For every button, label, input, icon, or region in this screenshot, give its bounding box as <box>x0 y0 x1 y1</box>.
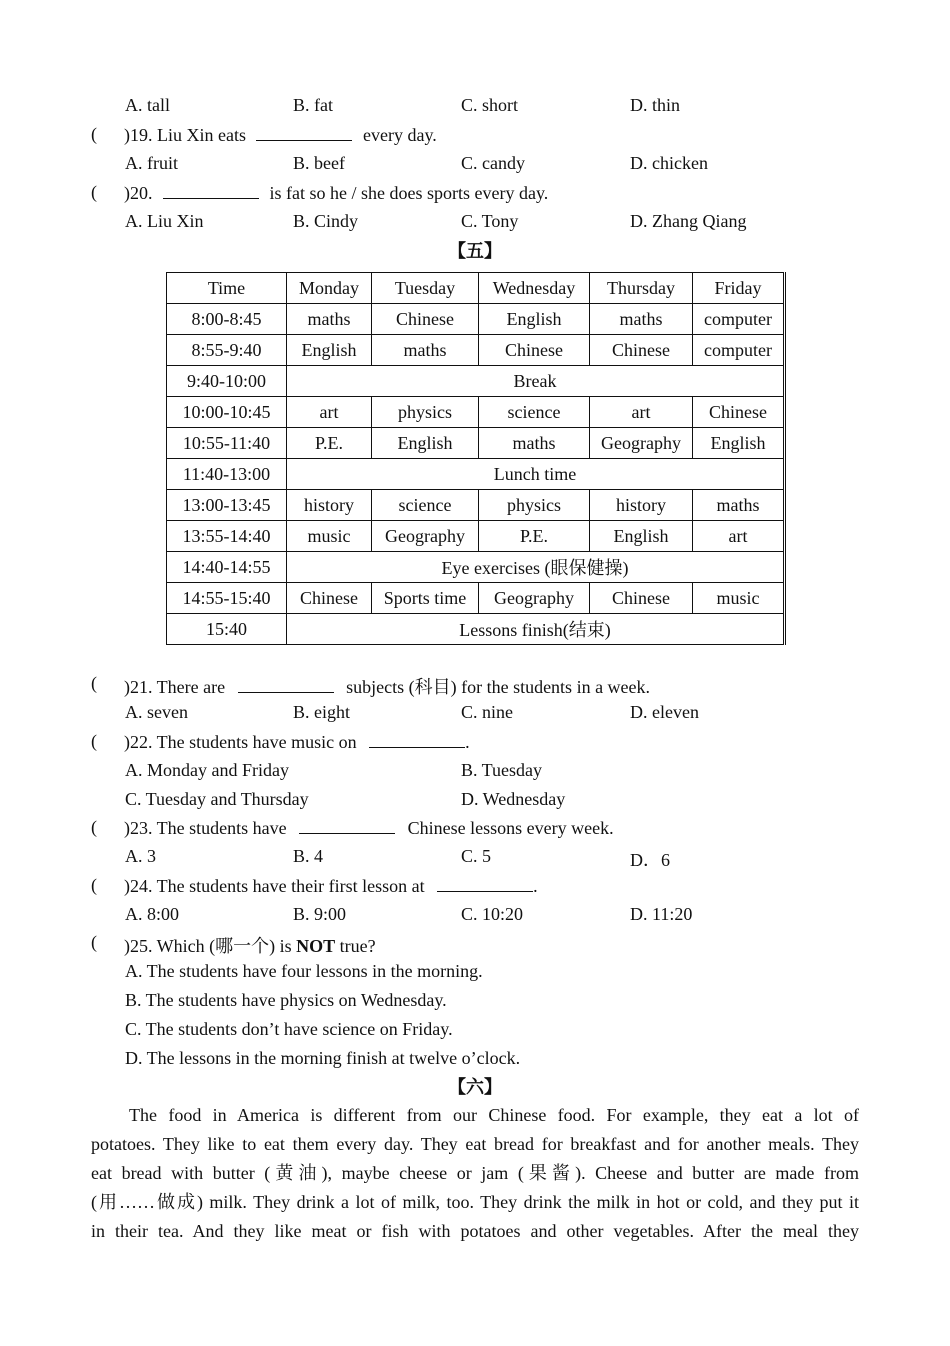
q19-option-d: D. chicken <box>630 153 708 173</box>
q25-option-b: B. The students have physics on Wednesday. <box>125 990 447 1010</box>
reading-passage <box>91 1101 859 1246</box>
q20-option-a: A. Liu Xin <box>125 211 204 231</box>
q22-stem <box>124 731 470 753</box>
q20-option-c: C. Tony <box>461 211 519 231</box>
q18-option-a: A. tall <box>125 95 170 115</box>
lesson-cell: art <box>693 521 785 552</box>
q20-answer-blank[interactable] <box>163 182 259 199</box>
timetable-row <box>167 521 785 552</box>
lesson-cell: English <box>479 304 590 335</box>
lesson-cell: Geography <box>590 428 693 459</box>
answer-paren: ( <box>91 731 97 751</box>
answer-paren: ( <box>91 124 97 144</box>
break-cell: Break <box>287 366 785 397</box>
q23-stem <box>124 817 614 839</box>
lesson-cell: Sports time <box>372 583 479 614</box>
answer-paren: ( <box>91 817 97 837</box>
q21-answer-blank[interactable] <box>238 676 334 693</box>
lesson-cell: English <box>693 428 785 459</box>
header-cell: Thursday <box>590 273 693 304</box>
q24-option-b: B. 9:00 <box>293 904 347 924</box>
lesson-cell: maths <box>372 335 479 366</box>
q20-stem-pre: )20. <box>124 183 153 203</box>
timetable-header-row <box>167 273 785 304</box>
time-cell: 13:55-14:40 <box>167 521 287 552</box>
lesson-cell: Geography <box>372 521 479 552</box>
q21-stem <box>124 673 650 699</box>
lesson-cell: computer <box>693 304 785 335</box>
q25-stem-post: true? <box>339 936 376 956</box>
q22-option-c: C. Tuesday and Thursday <box>125 789 309 809</box>
timetable-row <box>167 583 785 614</box>
q22-option-d: D. Wednesday <box>461 789 566 809</box>
lesson-cell: Geography <box>479 583 590 614</box>
q22-answer-blank[interactable] <box>369 731 465 748</box>
section-6-title: 【六】 <box>448 1077 502 1097</box>
q21-stem-post: subjects (科目) for the students in a week. <box>346 677 651 697</box>
q23-option-a: A. 3 <box>125 846 156 866</box>
q20-option-d: D. Zhang Qiang <box>630 211 747 231</box>
lunch-cell: Lunch time <box>287 459 785 490</box>
lesson-cell: history <box>590 490 693 521</box>
lesson-cell: Chinese <box>693 397 785 428</box>
answer-paren: ( <box>91 932 97 952</box>
q22-option-b: B. Tuesday <box>461 760 543 780</box>
timetable-row <box>167 490 785 521</box>
q20-stem <box>124 182 548 204</box>
time-cell: 11:40-13:00 <box>167 459 287 490</box>
lesson-cell: art <box>590 397 693 428</box>
eye-exercises-cell: Eye exercises (眼保健操) <box>287 552 785 583</box>
time-cell: 10:55-11:40 <box>167 428 287 459</box>
lesson-cell: Chinese <box>372 304 479 335</box>
q24-stem-pre: )24. The students have their first lesson at <box>124 876 425 896</box>
q19-stem-post: every day. <box>362 125 437 145</box>
answer-paren: ( <box>91 875 97 895</box>
header-cell: Time <box>167 273 287 304</box>
q24-option-d: D. 11:20 <box>630 904 693 924</box>
lesson-cell: maths <box>479 428 590 459</box>
lesson-cell: English <box>372 428 479 459</box>
passage-line: The food in America is different from our Chinese food. For example, they eat a lot of <box>129 1105 859 1125</box>
timetable-row <box>167 335 785 366</box>
time-cell: 15:40 <box>167 614 287 645</box>
q24-stem-post: . <box>533 876 538 896</box>
q22-option-a: A. Monday and Friday <box>125 760 289 780</box>
q23-option-b: B. 4 <box>293 846 324 866</box>
timetable-row <box>167 552 785 583</box>
q25-stem-emphasis: NOT <box>296 936 336 956</box>
section-5-title: 【五】 <box>448 241 502 261</box>
q18-option-d: D. thin <box>630 95 681 115</box>
time-cell: 8:00-8:45 <box>167 304 287 335</box>
q25-option-d: D. The lessons in the morning finish at twelve o’clock. <box>125 1048 521 1068</box>
time-cell: 10:00-10:45 <box>167 397 287 428</box>
time-cell: 8:55-9:40 <box>167 335 287 366</box>
q21-stem-pre: )21. There are <box>124 677 226 697</box>
passage-line: potatoes. They like to eat them every day. They eat bread for breakfast and for another meals. They <box>91 1134 859 1154</box>
passage-line: in their tea. And they like meat or fish with potatoes and other vegetables. After the meal they <box>91 1221 859 1241</box>
lesson-cell: maths <box>590 304 693 335</box>
header-cell: Tuesday <box>372 273 479 304</box>
lesson-cell: Chinese <box>590 335 693 366</box>
time-cell: 9:40-10:00 <box>167 366 287 397</box>
q21-option-d: D. eleven <box>630 702 699 722</box>
time-cell: 14:55-15:40 <box>167 583 287 614</box>
timetable-row <box>167 304 785 335</box>
passage-line: eat bread with butter (黄油), maybe cheese or jam (果酱). Cheese and butter are made from <box>91 1163 859 1183</box>
header-cell: Friday <box>693 273 785 304</box>
lesson-cell: computer <box>693 335 785 366</box>
timetable <box>166 272 786 645</box>
time-cell: 13:00-13:45 <box>167 490 287 521</box>
lesson-cell: English <box>287 335 372 366</box>
q19-option-c: C. candy <box>461 153 525 173</box>
timetable-row <box>167 428 785 459</box>
q24-option-c: C. 10:20 <box>461 904 524 924</box>
lesson-cell: Chinese <box>479 335 590 366</box>
q24-stem <box>124 875 538 897</box>
lesson-cell: music <box>693 583 785 614</box>
lesson-cell: P.E. <box>287 428 372 459</box>
lesson-cell: history <box>287 490 372 521</box>
q24-option-a: A. 8:00 <box>125 904 179 924</box>
lesson-cell: maths <box>693 490 785 521</box>
q23-stem-pre: )23. The students have <box>124 818 287 838</box>
answer-paren: ( <box>91 182 97 202</box>
q18-option-c: C. short <box>461 95 519 115</box>
lesson-cell: physics <box>372 397 479 428</box>
q20-stem-post: is fat so he / she does sports every day. <box>269 183 549 203</box>
lesson-cell: physics <box>479 490 590 521</box>
q20-option-b: B. Cindy <box>293 211 359 231</box>
lessons-finish-cell: Lessons finish(结束) <box>287 614 785 645</box>
lesson-cell: Chinese <box>287 583 372 614</box>
q19-answer-blank[interactable] <box>256 124 352 141</box>
q25-option-a: A. The students have four lessons in the morning. <box>125 961 483 981</box>
q23-option-c: C. 5 <box>461 846 492 866</box>
q25-option-c: C. The students don’t have science on Friday. <box>125 1019 453 1039</box>
lesson-cell: science <box>479 397 590 428</box>
q24-answer-blank[interactable] <box>437 875 533 892</box>
q23-stem-post: Chinese lessons every week. <box>407 818 614 838</box>
lesson-cell: music <box>287 521 372 552</box>
lesson-cell: art <box>287 397 372 428</box>
q23-answer-blank[interactable] <box>299 817 395 834</box>
lesson-cell: English <box>590 521 693 552</box>
q19-option-b: B. beef <box>293 153 345 173</box>
header-cell: Monday <box>287 273 372 304</box>
timetable-row <box>167 366 785 397</box>
timetable-row <box>167 397 785 428</box>
q19-stem-pre: )19. Liu Xin eats <box>124 125 246 145</box>
q22-stem-post: . <box>465 732 470 752</box>
lesson-cell: P.E. <box>479 521 590 552</box>
q21-option-b: B. eight <box>293 702 350 722</box>
answer-paren: ( <box>91 673 97 693</box>
q19-option-a: A. fruit <box>125 153 178 173</box>
lesson-cell: Chinese <box>590 583 693 614</box>
q18-option-b: B. fat <box>293 95 333 115</box>
q25-stem-pre: )25. Which (哪一个) is <box>124 936 292 956</box>
q19-stem <box>124 124 437 146</box>
timetable-row <box>167 459 785 490</box>
lesson-cell: science <box>372 490 479 521</box>
q21-option-a: A. seven <box>125 702 188 722</box>
q25-stem <box>124 932 376 958</box>
timetable-row <box>167 614 785 645</box>
passage-line: (用……做成) milk. They drink a lot of milk, too. They drink the milk in hot or cold, and they put it <box>91 1192 859 1212</box>
q23-option-d: D．6 <box>630 850 670 870</box>
time-cell: 14:40-14:55 <box>167 552 287 583</box>
q22-stem-pre: )22. The students have music on <box>124 732 357 752</box>
header-cell: Wednesday <box>479 273 590 304</box>
q21-option-c: C. nine <box>461 702 513 722</box>
lesson-cell: maths <box>287 304 372 335</box>
